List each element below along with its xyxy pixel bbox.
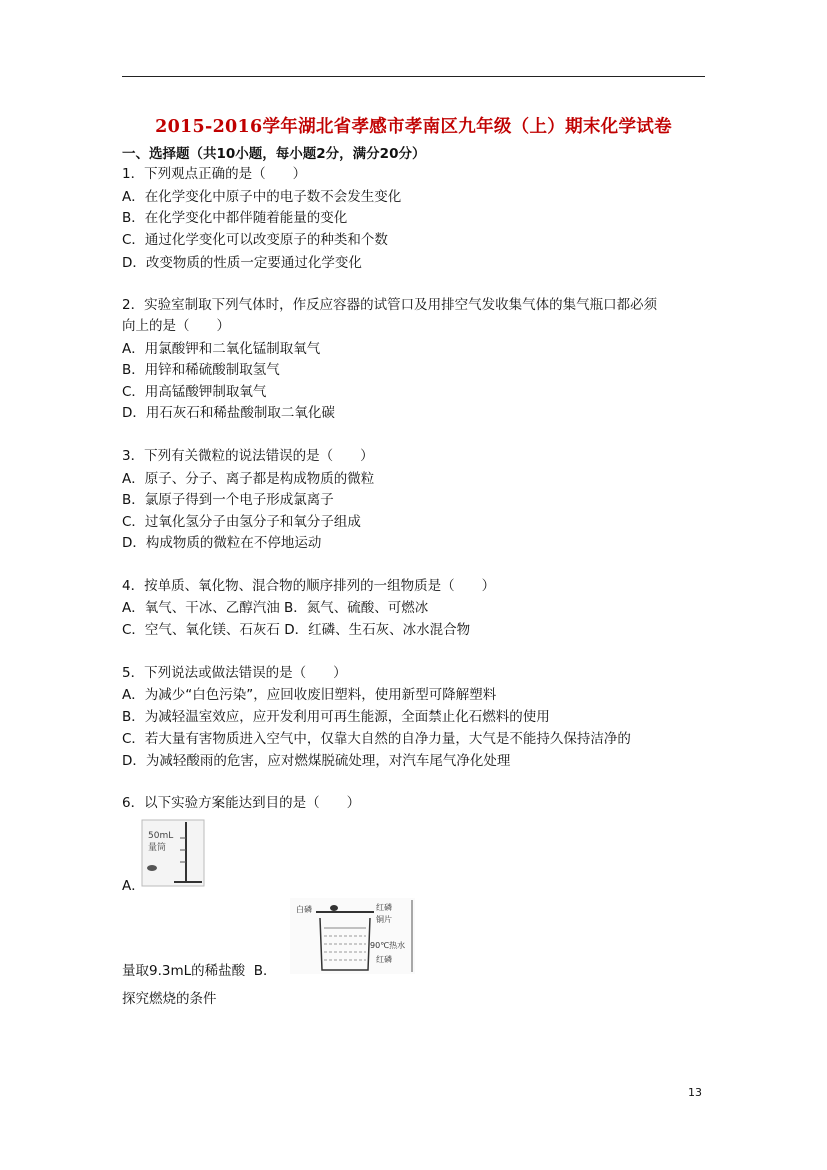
- question-2-option-b: B．用锌和稀硫酸制取氢气: [122, 362, 280, 378]
- beaker-label-copper-sheet: 铜片: [376, 915, 392, 924]
- beaker-label-red-phosphorus-bottom: 红磷: [376, 955, 392, 964]
- cylinder-name-label: 量筒: [148, 843, 167, 853]
- question-6-option-a-label: A．: [122, 878, 145, 894]
- question-5-option-a: A．为减少“白色污染”，应回收废旧塑料，使用新型可降解塑料: [122, 687, 497, 703]
- beaker-label-red-phosphorus-top: 红磷: [376, 903, 392, 912]
- question-1-option-d: D．改变物质的性质一定要通过化学变化: [122, 255, 362, 271]
- question-3-option-c: C．过氧化氢分子由氢分子和氧分子组成: [122, 514, 361, 530]
- question-5-option-c: C．若大量有害物质进入空气中，仅靠大自然的自净力量，大气是不能持久保持洁净的: [122, 731, 631, 747]
- section-heading: 一、选择题（共10小题，每小题2分，满分20分）: [122, 146, 426, 162]
- question-2-option-a: A．用氯酸钾和二氧化锰制取氧气: [122, 341, 321, 357]
- question-6-option-b-caption: 探究燃烧的条件: [122, 991, 217, 1007]
- question-2-stem-cont: 向上的是（ ）: [122, 318, 230, 334]
- question-4-options-ab: A．氧气、干冰、乙醇汽油 B．氮气、硫酸、可燃冰: [122, 600, 429, 616]
- question-6-stem: 6．以下实验方案能达到目的是（ ）: [122, 795, 361, 811]
- question-4-options-cd: C．空气、氧化镁、石灰石 D．红磷、生石灰、冰水混合物: [122, 622, 471, 638]
- question-5-option-d: D．为减轻酸雨的危害，应对燃煤脱硫处理，对汽车尾气净化处理: [122, 753, 511, 769]
- question-5-option-b: B．为减轻温室效应，应开发利用可再生能源，全面禁止化石燃料的使用: [122, 709, 550, 725]
- question-3-stem: 3．下列有关微粒的说法错误的是（ ）: [122, 448, 374, 464]
- question-2-option-c: C．用高锰酸钾制取氧气: [122, 384, 267, 400]
- graduated-cylinder-figure: [140, 818, 210, 888]
- question-3-option-a: A．原子、分子、离子都是构成物质的微粒: [122, 471, 375, 487]
- beaker-label-hot-water: 90℃热水: [370, 941, 406, 950]
- question-6-option-b-label: B．: [253, 963, 277, 979]
- beaker-figure: [290, 898, 415, 974]
- header-rule: [122, 76, 705, 77]
- question-2-option-d: D．用石灰石和稀盐酸制取二氧化碳: [122, 405, 335, 421]
- question-4-stem: 4．按单质、氧化物、混合物的顺序排列的一组物质是（ ）: [122, 578, 496, 594]
- page-title: 2015-2016学年湖北省孝感市孝南区九年级（上）期末化学试卷: [155, 117, 672, 137]
- question-1-stem: 1．下列观点正确的是（ ）: [122, 166, 307, 182]
- question-2-stem: 2．实验室制取下列气体时，作反应容器的试管口及用排空气发收集气体的集气瓶口都必须: [122, 297, 658, 313]
- question-6-option-a-caption: 量取9.3mL的稀盐酸 B．: [122, 963, 277, 979]
- page-number: 13: [688, 1086, 702, 1099]
- cylinder-volume-label: 50mL: [148, 831, 174, 841]
- question-3-option-d: D．构成物质的微粒在不停地运动: [122, 535, 322, 551]
- question-3-option-b: B．氯原子得到一个电子形成氯离子: [122, 492, 334, 508]
- beaker-label-white-phosphorus: 白磷: [296, 905, 312, 914]
- question-1-option-a: A．在化学变化中原子中的电子数不会发生变化: [122, 189, 402, 205]
- question-5-stem: 5．下列说法或做法错误的是（ ）: [122, 665, 347, 681]
- question-1-option-c: C．通过化学变化可以改变原子的种类和个数: [122, 232, 388, 248]
- question-1-option-b: B．在化学变化中都伴随着能量的变化: [122, 210, 348, 226]
